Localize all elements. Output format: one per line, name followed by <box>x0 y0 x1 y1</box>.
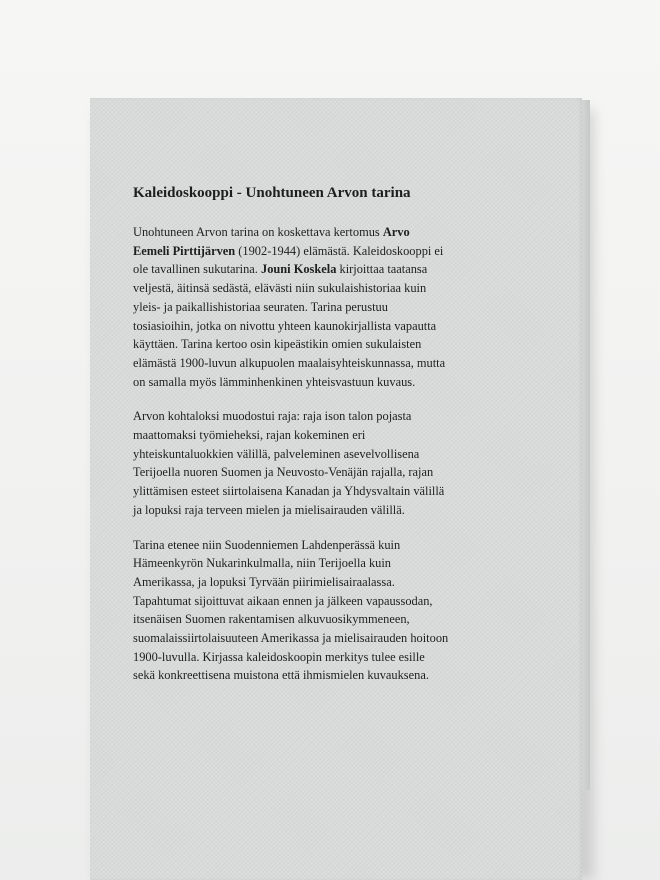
bold-name: Arvo <box>382 225 410 239</box>
text-line <box>133 610 513 629</box>
text-line <box>133 426 513 445</box>
text-line <box>133 298 513 317</box>
blurb-paragraph <box>133 223 513 391</box>
text-line <box>133 648 513 667</box>
text-run: elämästä 1900-luvun alkupuolen maalaisyhteiskunnassa, mutta <box>133 355 446 370</box>
text-line <box>133 223 513 242</box>
text-run: (1902-1944) elämästä. Kaleidoskooppi ei <box>235 243 444 258</box>
book-back-cover <box>90 98 582 880</box>
text-line <box>133 373 513 392</box>
text-run: ja lopuksi raja terveen mielen ja mielisairauden välillä. <box>133 502 405 517</box>
text-line <box>133 536 513 555</box>
text-line <box>133 242 513 261</box>
text-run: Tarina etenee niin Suodenniemen Lahdenperässä kuin <box>133 537 401 552</box>
bold-name: Jouni Koskela <box>261 262 337 277</box>
text-line <box>133 554 513 573</box>
text-run: sekä konkreettisena muistona että ihmismielen kuvauksena. <box>133 668 429 683</box>
blurb-paragraph <box>133 407 513 519</box>
text-run: Amerikassa, ja lopuksi Tyrvään piirimielisairaalassa. <box>133 574 395 589</box>
text-run: maattomaksi työmieheksi, rajan kokeminen eri <box>133 428 366 443</box>
text-line <box>133 592 513 611</box>
text-line <box>133 666 513 685</box>
text-run: itsenäisen Suomen rakentamisen alkuvuosikymmeneen, <box>133 612 410 627</box>
text-run: on samalla myös lämminhenkinen yhteisvastuun kuvaus. <box>133 374 416 389</box>
text-run: veljestä, äitinsä sedästä, elävästi niin sukulaishistoriaa kuin <box>133 281 427 296</box>
text-run: Unohtuneen Arvon tarina on koskettava kertomus <box>133 225 383 239</box>
text-run: ylittämisen esteet siirtolaisena Kanadan ja Yhdysvaltain välillä <box>133 484 445 499</box>
blurb-paragraph <box>133 536 513 686</box>
text-run: Hämeenkyrön Nukarinkulmalla, niin Terijoella kuin <box>133 556 392 571</box>
text-line <box>133 354 513 373</box>
bold-name: Eemeli Pirttijärven <box>133 243 236 258</box>
text-run: käyttäen. Tarina kertoo osin kipeästikin omien sukulaisten <box>133 337 422 352</box>
text-run: yhteiskuntaluokkien välillä, palveleminen asevelvollisena <box>133 446 420 461</box>
book-title: Kaleidoskooppi - Unohtuneen Arvon tarina <box>133 185 411 201</box>
text-run: ole tavallinen sukutarina. <box>133 262 261 277</box>
back-cover-text <box>133 183 513 701</box>
text-run: yleis- ja paikallishistoriaa seuraten. Tarina perustuu <box>133 299 388 314</box>
text-line <box>133 445 513 464</box>
text-line <box>133 482 513 501</box>
text-run: suomalaissiirtolaisuuteen Amerikassa ja mielisairauden hoitoon <box>133 631 449 646</box>
text-line <box>133 573 513 592</box>
text-line <box>133 279 513 298</box>
text-line <box>133 463 513 482</box>
text-line <box>133 501 513 520</box>
text-line <box>133 407 513 426</box>
text-line <box>133 335 513 354</box>
text-run: Tapahtumat sijoittuvat aikaan ennen ja jälkeen vapaussodan, <box>133 593 433 608</box>
text-run: Terijoella nuoren Suomen ja Neuvosto-Venäjän rajalla, rajan <box>133 465 434 480</box>
text-run: Arvon kohtaloksi muodostui raja: raja ison talon pojasta <box>133 409 412 424</box>
text-run: tosiasioihin, jotka on nivottu yhteen kaunokirjallista vapautta <box>133 318 437 333</box>
text-line <box>133 317 513 336</box>
blurb-paragraphs <box>133 223 513 685</box>
text-line <box>133 629 513 648</box>
text-line <box>133 260 513 279</box>
text-run: kirjoittaa taatansa <box>336 262 428 277</box>
text-run: 1900-luvulla. Kirjassa kaleidoskoopin merkitys tulee esille <box>133 649 425 664</box>
